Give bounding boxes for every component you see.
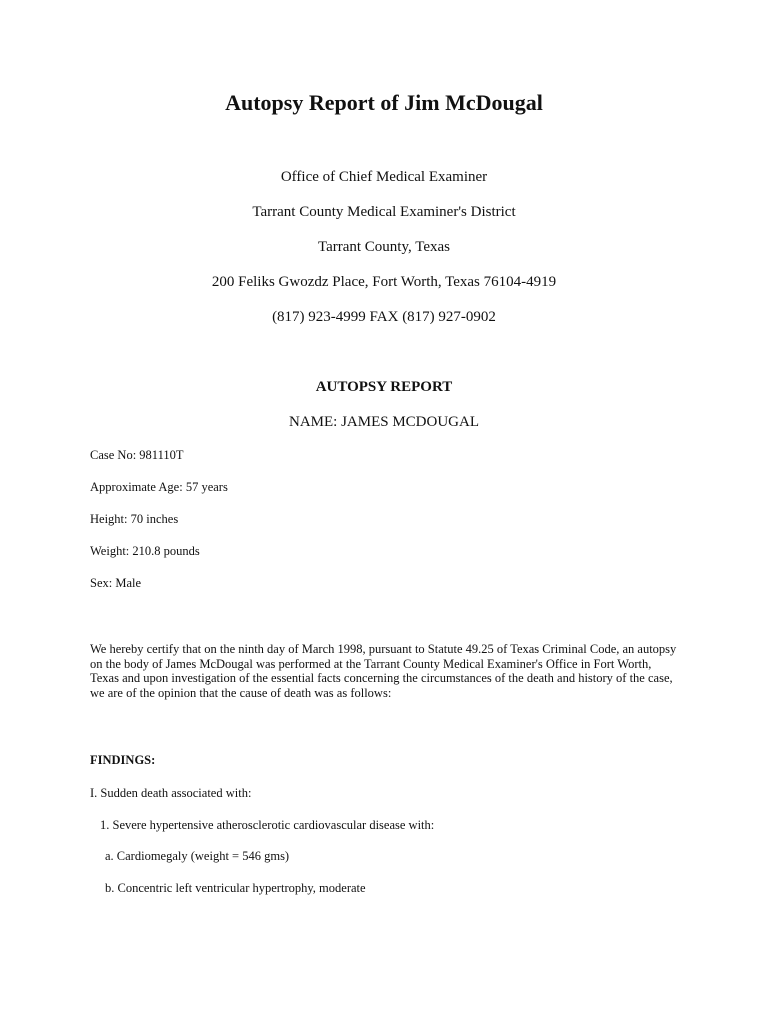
finding-item: 1. Severe hypertensive atherosclerotic cardiovascular disease with: (100, 818, 435, 832)
weight-field: Weight: 210.8 pounds (90, 544, 200, 558)
street-address: 200 Feliks Gwozdz Place, Fort Worth, Texas 76104-4919 (211, 274, 557, 290)
findings-heading: FINDINGS: (90, 753, 156, 767)
phone-fax: (817) 923-4999 FAX (817) 927-0902 (272, 309, 496, 325)
decedent-name: NAME: JAMES MCDOUGAL (288, 414, 479, 430)
report-heading: AUTOPSY REPORT (315, 379, 453, 395)
case-number: Case No: 981110T (90, 448, 184, 462)
sex-field: Sex: Male (90, 576, 142, 590)
finding-item: I. Sudden death associated with: (90, 786, 252, 800)
office-name: Office of Chief Medical Examiner (280, 169, 488, 185)
district-name: Tarrant County Medical Examiner's District (252, 204, 516, 220)
finding-item: b. Concentric left ventricular hypertrophy, moderate (105, 881, 366, 895)
finding-item: a. Cardiomegaly (weight = 546 gms) (105, 849, 290, 863)
approximate-age: Approximate Age: 57 years (90, 480, 228, 494)
height-field: Height: 70 inches (90, 512, 179, 526)
document-title: Autopsy Report of Jim McDougal (225, 90, 543, 115)
county-state: Tarrant County, Texas (317, 239, 451, 255)
certification-paragraph: We hereby certify that on the ninth day of March 1998, pursuant to Statute 49.25 of Texas Criminal Code, an autopsy on the body of James McDougal was performed at the Tarrant County Medical Examiner's Office in Fort Worth, Texas and upon investigation of the essential facts concerning the circumstances of the death and history of the case, we are of the opinion that the cause of death was as follows: (90, 642, 677, 700)
